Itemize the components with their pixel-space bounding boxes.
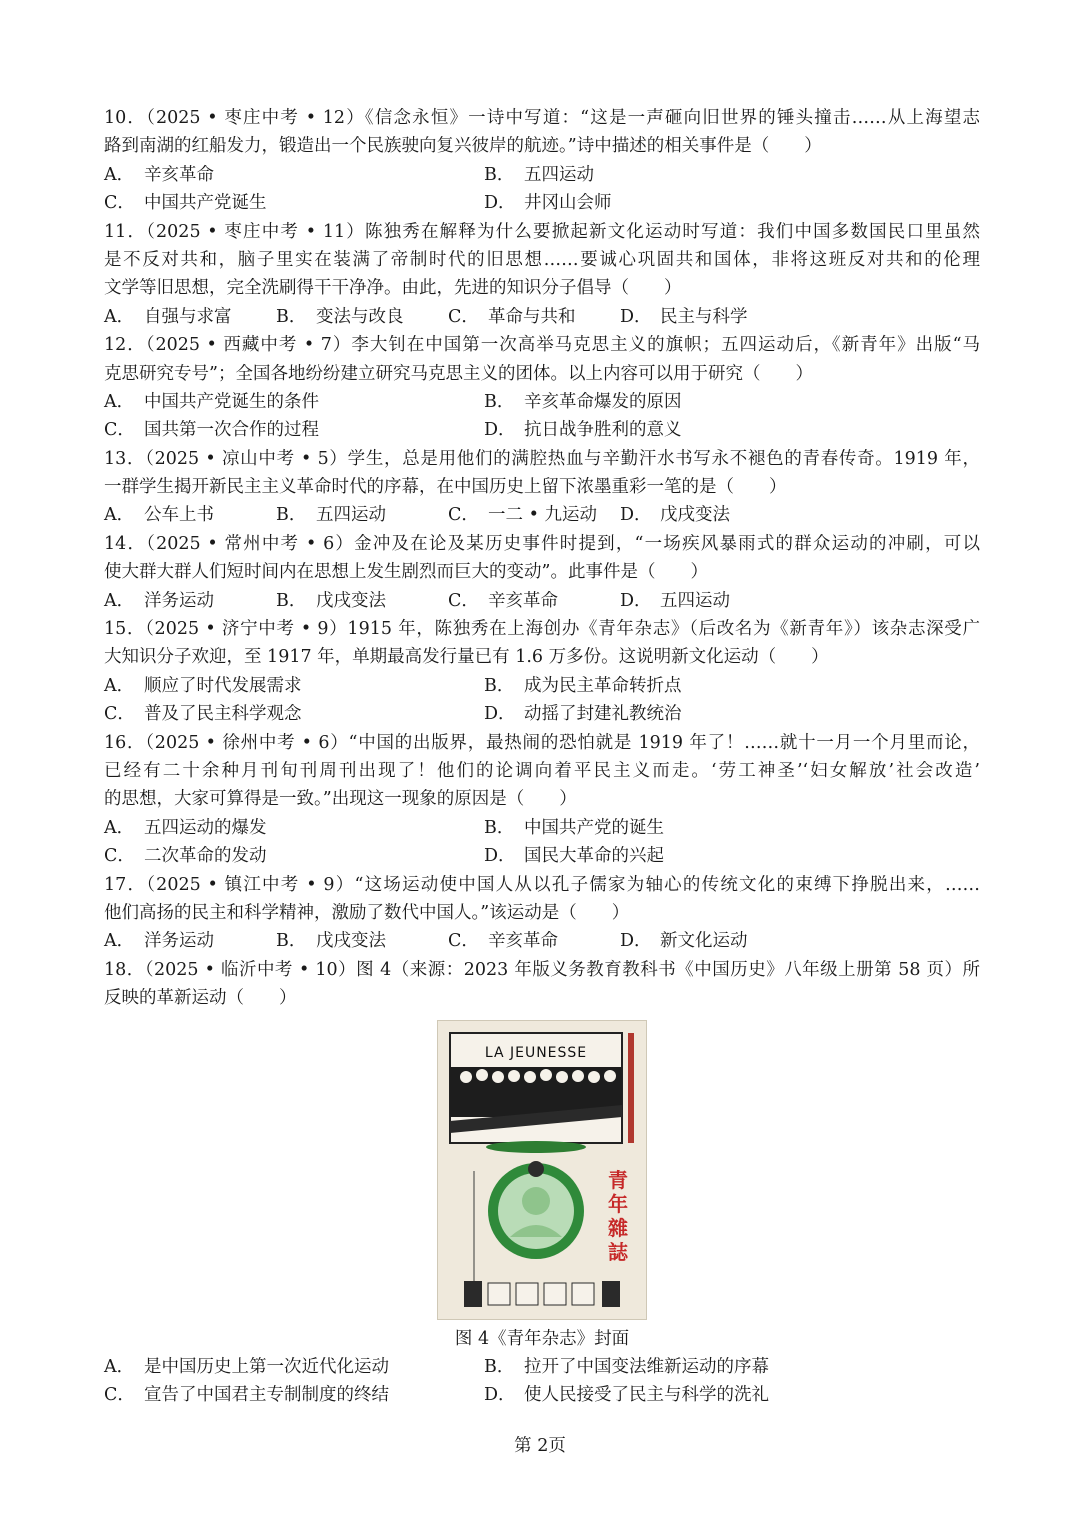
figure [104,1021,980,1353]
option-text: 革命与共和 [488,306,576,327]
options-row [104,587,980,615]
option-text: 国民大革命的兴起 [524,846,664,867]
option-key: C． [448,931,479,952]
question-stem-line: 他们高扬的民主和科学精神，激励了数代中国人。”该运动是（ ） [104,902,630,923]
question-stem-line: 反映的革新运动（ ） [104,988,297,1009]
answer-option[interactable] [104,927,276,955]
option-key: A． [104,817,135,838]
question-item [104,104,980,218]
svg-text:雜: 雜 [608,1215,628,1240]
option-key: A． [104,1356,135,1377]
question-stem-line: 12．（2025 • 西藏中考 • 7）李大钊在中国第一次高举马克思主义的旗帜；五四运动后，《新青年》出版“马 [104,335,980,356]
question-stem-line: 15．（2025 • 济宁中考 • 9）1915 年，陈独秀在上海创办《青年杂志》（后改名为《新青年》）该杂志深受广 [104,619,980,640]
answer-option[interactable] [104,501,276,529]
option-key: B． [484,1356,515,1377]
question-stem-line: 文学等旧思想，完全洗刷得干干净净。由此，先进的知识分子倡导（ ） [104,278,682,299]
option-key: D． [484,1384,516,1405]
answer-option[interactable] [104,416,484,444]
answer-option[interactable] [484,189,864,217]
option-text: 辛亥革命 [144,164,214,185]
option-text: 二次革命的发动 [144,846,267,867]
option-key: C． [448,306,479,327]
option-text: 新文化运动 [660,931,748,952]
option-text: 民主与科学 [660,306,748,327]
answer-option[interactable] [484,842,864,870]
answer-option[interactable] [104,700,484,728]
question-item [104,956,980,1410]
svg-text:誌: 誌 [608,1239,628,1264]
option-text: 五四运动 [660,590,730,611]
option-key: B． [276,505,307,526]
options-row [104,700,980,728]
options-row [104,189,980,217]
answer-option[interactable] [484,1381,864,1409]
question-item [104,729,980,871]
question-stem-line: 14．（2025 • 常州中考 • 6）金冲及在论及某历史事件时提到，“一场疾风暴雨式的群众运动的冲刷，可以 [104,533,980,554]
option-text: 洋务运动 [144,590,214,611]
option-text: 中国共产党诞生 [144,193,267,214]
option-key: B． [484,817,515,838]
options-row [104,814,980,842]
answer-option[interactable] [484,161,864,189]
option-text: 井冈山会师 [524,193,612,214]
question-stem-line: 一群学生揭开新民主主义革命时代的序幕，在中国历史上留下浓墨重彩一笔的是（ ） [104,477,787,498]
option-key: A． [104,505,135,526]
answer-option[interactable] [276,927,448,955]
options-row [104,1381,980,1409]
option-text: 自强与求富 [144,306,232,327]
option-key: A． [104,306,135,327]
answer-option[interactable] [484,814,864,842]
option-text: 成为民主革命转折点 [524,675,682,696]
answer-option[interactable] [484,1353,864,1381]
option-key: C． [104,846,135,867]
answer-option[interactable] [448,303,620,331]
options-row [104,672,980,700]
question-stem-line: 使大群大群人们短时间内在思想上发生剧烈而巨大的变动”。此事件是（ ） [104,562,708,583]
options-row [104,388,980,416]
answer-option[interactable] [276,303,448,331]
question-item [104,218,980,332]
answer-option[interactable] [448,587,620,615]
option-text: 顺应了时代发展需求 [144,675,302,696]
option-key: D． [484,193,516,214]
option-key: B． [484,675,515,696]
option-text: 使人民接受了民主与科学的洗礼 [524,1384,769,1405]
options-row [104,161,980,189]
option-key: A． [104,675,135,696]
question-list [104,104,980,1409]
option-text: 中国共产党的诞生 [524,817,664,838]
option-key: C． [104,193,135,214]
option-text: 是中国历史上第一次近代化运动 [144,1356,389,1377]
option-key: D． [620,505,652,526]
answer-option[interactable] [620,927,792,955]
option-key: D． [484,704,516,725]
option-key: A． [104,391,135,412]
answer-option[interactable] [276,587,448,615]
options-row [104,842,980,870]
option-text: 国共第一次合作的过程 [144,420,319,441]
option-key: B． [484,391,515,412]
answer-option[interactable] [104,161,484,189]
option-text: 戊戌变法 [660,505,730,526]
answer-option[interactable] [620,303,792,331]
question-stem-line: 16．（2025 • 徐州中考 • 6）“中国的出版界，最热闹的恐怕就是 1919 年了！……就十一月一个月里而论， [104,732,980,753]
option-key: B． [276,931,307,952]
question-stem-line: 18．（2025 • 临沂中考 • 10）图 4（来源：2023 年版义务教育教科书《中国历史》八年级上册第 58 页）所 [104,959,980,980]
options-row [104,1353,980,1381]
option-text: 辛亥革命 [488,931,558,952]
option-text: 五四运动 [316,505,386,526]
option-text: 辛亥革命 [488,590,558,611]
answer-option[interactable] [484,672,864,700]
option-key: C． [104,420,135,441]
option-key: C． [104,704,135,725]
option-text: 一二 • 九运动 [488,505,597,526]
answer-option[interactable] [104,587,276,615]
option-text: 变法与改良 [316,306,404,327]
answer-option[interactable] [448,501,620,529]
answer-option[interactable] [104,303,276,331]
question-stem-line: 17．（2025 • 镇江中考 • 9）“这场运动使中国人从以孔子儒家为轴心的传统文化的束缚下挣脱出来，…… [104,874,980,895]
answer-option[interactable] [104,814,484,842]
options-row [104,416,980,444]
answer-option[interactable] [484,416,864,444]
option-text: 辛亥革命爆发的原因 [524,391,682,412]
figure-caption: 图 4《青年杂志》封面 [454,1328,630,1349]
question-item [104,615,980,729]
answer-option[interactable] [620,587,792,615]
cover-title-text: LA JEUNESSE [484,1044,588,1061]
option-text: 公车上书 [144,505,214,526]
option-text: 普及了民主科学观念 [144,704,302,725]
svg-text:年: 年 [608,1191,628,1216]
answer-option[interactable] [104,672,484,700]
option-text: 戊戌变法 [316,590,386,611]
answer-option[interactable] [104,388,484,416]
question-item [104,331,980,445]
option-key: D． [484,846,516,867]
question-stem-line: 11．（2025 • 枣庄中考 • 11）陈独秀在解释为什么要掀起新文化运动时写道：我们中国多数国民口里虽然 [104,221,980,242]
option-key: D． [484,420,516,441]
option-key: D． [620,306,652,327]
option-key: A． [104,164,135,185]
option-key: C． [448,590,479,611]
option-key: C． [448,505,479,526]
option-text: 动摇了封建礼教统治 [524,704,682,725]
option-text: 洋务运动 [144,931,214,952]
page-number: 第 2页 [514,1436,566,1456]
option-key: D． [620,590,652,611]
options-row [104,501,980,529]
answer-option[interactable] [484,700,864,728]
option-key: C． [104,1384,135,1405]
option-text: 戊戌变法 [316,931,386,952]
question-item [104,530,980,615]
question-item [104,445,980,530]
option-text: 拉开了中国变法维新运动的序幕 [524,1356,769,1377]
option-key: A． [104,931,135,952]
answer-option[interactable] [276,501,448,529]
svg-text:青: 青 [608,1167,628,1192]
answer-option[interactable] [104,842,484,870]
option-text: 宣告了中国君主专制制度的终结 [144,1384,389,1405]
options-row [104,927,980,955]
answer-option[interactable] [104,1381,484,1409]
question-stem-line: 大知识分子欢迎，至 1917 年，单期最高发行量已有 1.6 万多份。这说明新文化运动（ ） [104,647,829,668]
question-stem-line: 13．（2025 • 凉山中考 • 5）学生，总是用他们的满腔热血与辛勤汗水书写永不褪色的青春传奇。1919 年， [104,448,980,469]
option-key: A． [104,590,135,611]
question-stem-line: 是不反对共和，脑子里实在装满了帝制时代的旧思想……要诚心巩固共和国体，非将这班反对共和的伦理 [104,249,980,270]
question-item [104,871,980,956]
answer-option[interactable] [484,388,864,416]
question-stem-line: 已经有二十余种月刊旬刊周刊出现了！他们的论调向着平民主义而走。‘劳工神圣’‘妇女解放’社会改造’ [104,760,980,781]
answer-option[interactable] [448,927,620,955]
magazine-cover-image [438,1021,646,1319]
answer-option[interactable] [620,501,792,529]
option-key: B． [276,306,307,327]
option-text: 五四运动的爆发 [144,817,267,838]
option-text: 五四运动 [524,164,594,185]
question-stem-line: 路到南湖的红船发力，锻造出一个民族驶向复兴彼岸的航迹。”诗中描述的相关事件是（ ） [104,136,822,157]
option-key: B． [276,590,307,611]
options-row [104,303,980,331]
option-key: B． [484,164,515,185]
question-stem-line: 的思想，大家可算得是一致。”出现这一现象的原因是（ ） [104,789,577,810]
option-text: 中国共产党诞生的条件 [144,391,319,412]
question-stem-line: 10．（2025 • 枣庄中考 • 12）《信念永恒》一诗中写道：“这是一声砸向旧世界的锤头撞击……从上海望志 [104,108,980,128]
question-stem-line: 克思研究专号”；全国各地纷纷建立研究马克思主义的团体。以上内容可以用于研究（ ） [104,363,813,384]
answer-option[interactable] [104,1353,484,1381]
option-text: 抗日战争胜利的意义 [524,420,682,441]
option-key: D． [620,931,652,952]
answer-option[interactable] [104,189,484,217]
